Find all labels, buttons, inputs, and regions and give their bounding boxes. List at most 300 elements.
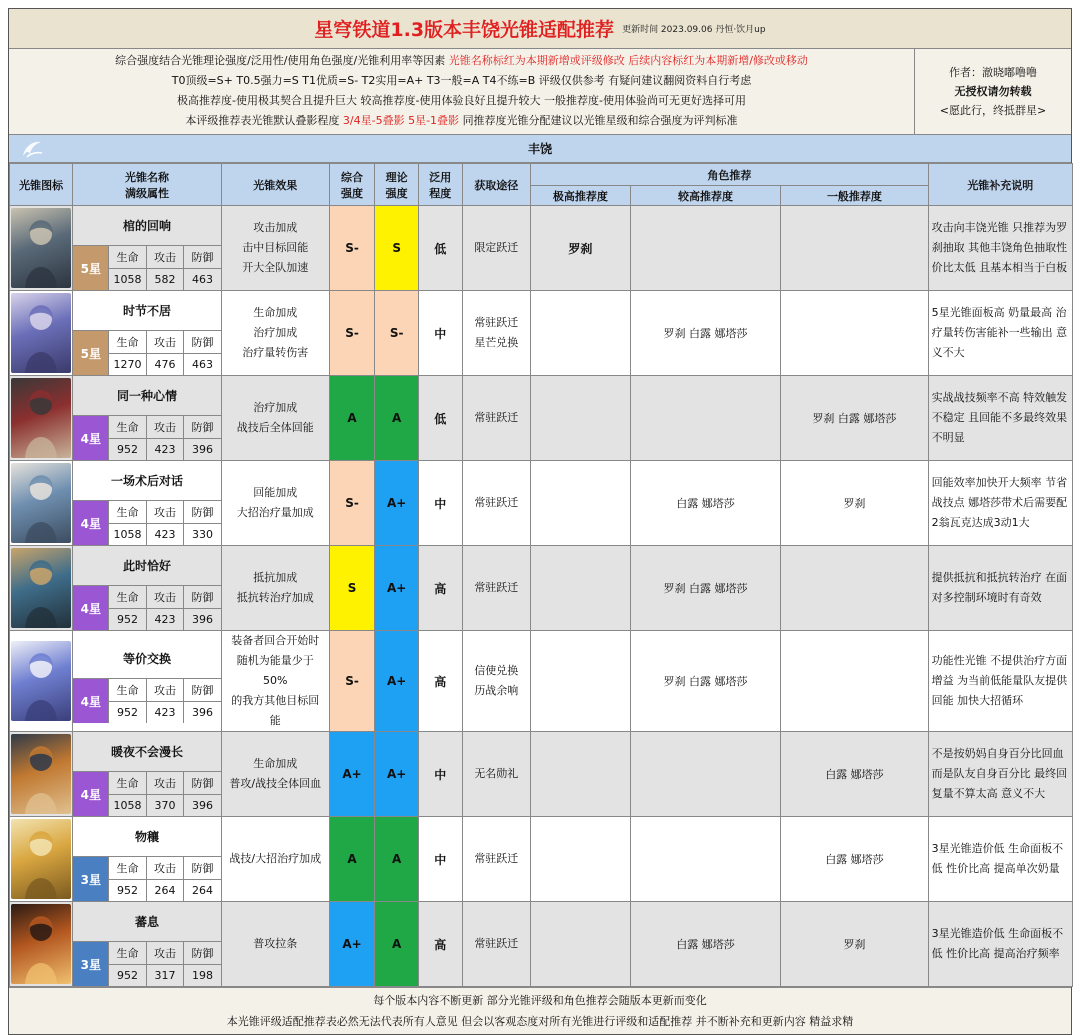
cone-effect [221,461,329,546]
rarity-badge: 3星 [73,942,109,986]
stat-hp [109,331,146,375]
cone-source [462,376,531,461]
stat-hp [109,772,146,816]
effect-line: 大招治疗量加成 [236,506,314,519]
rec-high [630,732,781,817]
cone-name-cell [73,206,221,291]
rec-high [630,817,781,902]
cone-stats [73,500,220,545]
path-header [9,135,1071,163]
tier-sheet [8,8,1072,1035]
cone-portrait-cell [10,546,73,631]
character-art-icon [11,293,71,373]
col-theory-1: 理论 [385,170,408,184]
rec-top [531,546,631,631]
character-art-icon [11,208,71,288]
stat-value: 952 [117,442,139,456]
overall-grade: S- [329,461,375,546]
effect-line: 抵抗加成 [253,571,298,584]
overall-grade: A+ [329,902,375,987]
stat-def [184,416,220,460]
cone-stats [73,771,220,816]
stat-label: 生命 [109,942,145,965]
legend-text [9,49,915,134]
cone-rows [10,206,1073,987]
footer [9,987,1071,1034]
rec-normal: 罗刹 [781,902,928,987]
cone-portrait-cell [10,817,73,902]
stat-label: 防御 [184,246,220,269]
stat-atk [147,679,184,723]
general-level: 高 [418,902,462,987]
stat-atk [147,586,184,630]
legend-line4a: 本评级推荐表光锥默认叠影程度 [185,114,340,127]
overall-grade: S- [329,631,375,732]
cone-effect [221,631,329,732]
rec-high: 罗刹 白露 娜塔莎 [630,291,781,376]
cone-stats [73,856,220,901]
cone-portrait [11,904,71,984]
stat-label: 生命 [109,331,145,354]
col-overall [329,164,375,206]
cone-source [462,732,531,817]
effect-line: 开大全队加速 [242,261,309,274]
cone-portrait [11,463,71,543]
cone-name-cell [73,376,221,461]
stat-value: 1270 [113,357,142,371]
rarity-badge: 4星 [73,501,109,545]
cone-portrait [11,819,71,899]
stat-hp [109,501,146,545]
cone-effect [221,291,329,376]
rec-top: 罗刹 [531,206,631,291]
stat-value: 1058 [113,272,142,286]
col-general [418,164,462,206]
stat-value: 396 [192,612,214,626]
rec-high: 白露 娜塔莎 [630,461,781,546]
cone-portrait [11,378,71,458]
stat-def [184,501,220,545]
overall-grade: S [329,546,375,631]
abundance-path-icon [19,138,45,160]
legend-line4b: 3/4星-5叠影 5星-1叠影 [342,114,460,127]
stat-atk [147,331,184,375]
page-title: 星穹铁道1.3版本丰饶光锥适配推荐 [314,19,615,41]
rec-top [531,461,631,546]
cone-portrait-cell [10,461,73,546]
cone-note: 5星光锥面板高 奶量最高 治疗量转伤害能补一些输出 意义不大 [928,291,1072,376]
stat-hp [109,942,146,986]
stat-value: 582 [154,272,176,286]
stat-def [184,857,220,901]
stat-value: 370 [154,798,176,812]
effect-line: 攻击加成 [253,221,298,234]
stat-atk [147,416,184,460]
stat-atk [147,501,184,545]
cone-effect [221,376,329,461]
stat-hp [109,857,146,901]
rec-top [531,902,631,987]
stat-value: 423 [154,527,176,541]
source-line: 限定跃迁 [474,241,519,254]
footer-line2: 本光锥评级适配推荐表必然无法代表所有人意见 但会以客观态度对所有光锥进行评级和适配推荐 并不断补充和更新内容 精益求精 [226,1015,854,1028]
stat-label: 攻击 [147,679,183,702]
no-repost-notice: 无授权请勿转载 [954,85,1032,98]
effect-line: 战技/大招治疗加成 [229,852,322,865]
stat-value: 396 [192,798,214,812]
cone-stats [73,941,220,986]
cone-portrait-cell [10,291,73,376]
legend-line2: T0顶级=S+ T0.5强力=S T1优质=S- T2实用=A+ T3一般=A T4不练=B 评级仅供参考 有疑问建议翻阅资料自行考虑 [171,74,752,87]
cone-row [10,631,1073,732]
cone-table [9,163,1073,987]
effect-line: 生命加成 [253,306,298,319]
cone-source [462,546,531,631]
source-line: 常驻跃迁 [474,496,519,509]
col-general-2: 程度 [429,186,452,200]
cone-source [462,902,531,987]
effect-line: 治疗加成 [253,326,298,339]
rec-normal: 罗刹 [781,461,928,546]
effect-line: 治疗量转伤害 [242,346,309,359]
effect-line: 抵抗转治疗加成 [236,591,314,604]
character-art-icon [11,734,71,814]
cone-name-cell [73,631,221,732]
cone-row [10,376,1073,461]
stat-label: 生命 [109,501,145,524]
cone-portrait [11,293,71,373]
stat-value: 463 [192,272,214,286]
rec-high: 白露 娜塔莎 [630,902,781,987]
source-line: 常驻跃迁 [474,411,519,424]
stat-def [184,331,220,375]
rarity-badge: 3星 [73,857,109,901]
stat-atk [147,942,184,986]
general-level: 低 [418,206,462,291]
stat-def [184,246,220,290]
cone-portrait-cell [10,631,73,732]
cone-row [10,291,1073,376]
rec-normal [781,546,928,631]
cone-name-cell [73,902,221,987]
cone-portrait-cell [10,206,73,291]
theory-grade: A+ [375,546,419,631]
stat-label: 攻击 [147,942,183,965]
cone-row [10,546,1073,631]
col-rec-normal: 一般推荐度 [781,186,928,206]
character-art-icon [11,904,71,984]
col-theory-2: 强度 [385,186,408,200]
cone-stats [73,678,220,723]
col-overall-1: 综合 [341,170,364,184]
cone-stats [73,330,220,375]
cone-row [10,732,1073,817]
stat-label: 防御 [184,501,220,524]
stat-label: 防御 [184,772,220,795]
character-art-icon [11,378,71,458]
stat-label: 攻击 [147,416,183,439]
effect-line: 战技后全体回能 [236,421,314,434]
stat-label: 防御 [184,331,220,354]
cone-effect [221,817,329,902]
rec-high: 罗刹 白露 娜塔莎 [630,546,781,631]
legend-line4c: 同推荐度光锥分配建议以光锥星级和综合强度为评判标准 [462,114,738,127]
stat-value: 423 [154,612,176,626]
effect-line: 随机为能量少于50% [236,654,314,687]
source-line: 信使兑换 [474,664,519,677]
source-line: 常驻跃迁 [474,316,519,329]
character-art-icon [11,819,71,899]
cone-row [10,461,1073,546]
character-art-icon [11,641,71,721]
stat-value: 396 [192,705,214,719]
theory-grade: A [375,376,419,461]
stat-hp [109,679,146,723]
update-time: 更新时间 2023.09.06 丹恒·饮月up [622,25,766,35]
stat-label: 生命 [109,772,145,795]
col-notes: 光锥补充说明 [928,164,1072,206]
stat-label: 防御 [184,857,220,880]
stat-value: 264 [192,883,214,897]
theory-grade: A [375,817,419,902]
stat-def [184,942,220,986]
stat-label: 生命 [109,679,145,702]
cone-name-cell [73,546,221,631]
rec-top [531,376,631,461]
rec-normal: 白露 娜塔莎 [781,817,928,902]
cone-effect [221,206,329,291]
stat-def [184,679,220,723]
stat-label: 防御 [184,586,220,609]
theory-grade: S [375,206,419,291]
rec-normal: 白露 娜塔莎 [781,732,928,817]
rec-top [531,631,631,732]
rarity-badge: 5星 [73,331,109,375]
cone-row [10,902,1073,987]
cone-name: 同一种心情 [117,389,178,403]
general-level: 中 [418,817,462,902]
legend-line1a: 综合强度结合光锥理论强度/泛用性/使用角色强度/光锥利用率等因素 [115,54,446,67]
source-line: 常驻跃迁 [474,581,519,594]
cone-portrait [11,548,71,628]
stat-value: 396 [192,442,214,456]
cone-name: 棺的回响 [123,219,172,233]
source-line: 常驻跃迁 [474,852,519,865]
rarity-badge: 4星 [73,772,109,816]
source-line: 无名勋礼 [474,767,519,780]
stat-value: 317 [154,968,176,982]
effect-line: 治疗加成 [253,401,298,414]
col-source: 获取途径 [462,164,531,206]
cone-name: 此时恰好 [123,559,172,573]
theory-grade: A+ [375,732,419,817]
cone-note: 3星光锥造价低 生命面板不低 性价比高 提高单次奶量 [928,817,1072,902]
cone-note: 回能效率加快开大频率 节省战技点 娜塔莎带术后需要配2翁瓦克达成3动1大 [928,461,1072,546]
cone-portrait-cell [10,376,73,461]
rec-high [630,376,781,461]
stat-label: 防御 [184,679,220,702]
footer-line1: 每个版本内容不断更新 部分光锥评级和角色推荐会随版本更新而变化 [373,994,707,1007]
col-rec-high: 较高推荐度 [630,186,781,206]
cone-effect [221,546,329,631]
stat-value: 463 [192,357,214,371]
cone-effect [221,732,329,817]
stat-hp [109,416,146,460]
stat-value: 423 [154,705,176,719]
motto: <愿此行，终抵群星> [939,104,1047,117]
cone-note: 实战战技频率不高 特效触发不稳定 且回能不多最终效果不明显 [928,376,1072,461]
cone-source [462,291,531,376]
source-line: 历战余响 [474,684,519,697]
cone-name-cell [73,732,221,817]
theory-grade: A+ [375,631,419,732]
stat-value: 423 [154,442,176,456]
stat-label: 生命 [109,416,145,439]
theory-grade: S- [375,291,419,376]
cone-note: 不是按奶妈自身百分比回血 而是队友自身百分比 最终回复量不算太高 意义不大 [928,732,1072,817]
legend-line1b: 光锥名称标红为本期新增或评级修改 后续内容标红为本期新增/修改或移动 [448,54,808,67]
effect-line: 普攻拉条 [253,937,298,950]
source-line: 星芒兑换 [474,336,519,349]
general-level: 高 [418,631,462,732]
stat-def [184,772,220,816]
rec-normal [781,291,928,376]
general-level: 中 [418,461,462,546]
rec-top [531,291,631,376]
rec-top [531,732,631,817]
stat-value: 1058 [113,798,142,812]
stat-value: 1058 [113,527,142,541]
author-panel [915,49,1071,134]
overall-grade: S- [329,206,375,291]
theory-grade: A+ [375,461,419,546]
overall-grade: A [329,817,375,902]
effect-line: 装备者回合开始时 [231,634,320,647]
stat-value: 952 [117,883,139,897]
rec-high: 罗刹 白露 娜塔莎 [630,631,781,732]
rec-high [630,206,781,291]
rec-normal [781,631,928,732]
cone-source [462,461,531,546]
rec-normal: 罗刹 白露 娜塔莎 [781,376,928,461]
cone-name-cell [73,817,221,902]
col-general-1: 泛用 [429,170,452,184]
cone-row [10,206,1073,291]
title-bar [9,9,1071,49]
cone-name: 物穰 [135,830,160,844]
cone-name: 蕃息 [135,915,160,929]
col-effect: 光锥效果 [221,164,329,206]
stat-atk [147,246,184,290]
effect-line: 生命加成 [253,757,298,770]
col-overall-2: 强度 [341,186,364,200]
stat-label: 攻击 [147,246,183,269]
stat-label: 生命 [109,586,145,609]
general-level: 高 [418,546,462,631]
source-line: 常驻跃迁 [474,937,519,950]
cone-portrait [11,208,71,288]
col-role-rec: 角色推荐 [531,164,929,186]
cone-portrait [11,734,71,814]
stat-value: 198 [192,968,214,982]
overall-grade: A+ [329,732,375,817]
col-name [73,164,221,206]
cone-stats [73,585,220,630]
cone-name: 时节不居 [123,304,172,318]
stat-value: 952 [117,612,139,626]
cone-name: 一场术后对话 [111,474,184,488]
cone-row [10,817,1073,902]
stat-hp [109,586,146,630]
rec-normal [781,206,928,291]
general-level: 中 [418,291,462,376]
stat-value: 952 [117,705,139,719]
cone-stats [73,245,220,290]
cone-effect [221,902,329,987]
path-label: 丰饶 [527,142,552,156]
stat-label: 攻击 [147,772,183,795]
cone-note: 功能性光锥 不提供治疗方面增益 为当前低能量队友提供回能 加快大招循环 [928,631,1072,732]
stat-label: 攻击 [147,857,183,880]
stat-label: 攻击 [147,586,183,609]
cone-name-cell [73,461,221,546]
effect-line: 普攻/战技全体回血 [229,777,322,790]
general-level: 中 [418,732,462,817]
stat-label: 攻击 [147,331,183,354]
cone-source [462,206,531,291]
character-art-icon [11,548,71,628]
stat-value: 952 [117,968,139,982]
col-name-1: 光锥名称 [125,170,170,184]
stat-label: 防御 [184,942,220,965]
overall-grade: A [329,376,375,461]
theory-grade: A [375,902,419,987]
rarity-badge: 4星 [73,586,109,630]
cone-portrait [11,641,71,721]
cone-source [462,631,531,732]
rarity-badge: 4星 [73,416,109,460]
overall-grade: S- [329,291,375,376]
cone-name-cell [73,291,221,376]
col-rec-top: 极高推荐度 [531,186,631,206]
legend-line3: 极高推荐度-使用极其契合且提升巨大 较高推荐度-使用体验良好且提升较大 一般推荐度-使用体验尚可无更好选择可用 [177,94,746,107]
cone-portrait-cell [10,732,73,817]
author: 作者：澈晓嘟噜噜 [949,66,1037,79]
stat-label: 生命 [109,246,145,269]
stat-label: 防御 [184,416,220,439]
effect-line: 回能加成 [253,486,298,499]
stat-label: 攻击 [147,501,183,524]
stat-atk [147,772,184,816]
character-art-icon [11,463,71,543]
cone-note: 提供抵抗和抵抗转治疗 在面对多控制环境时有奇效 [928,546,1072,631]
stat-def [184,586,220,630]
rec-top [531,817,631,902]
cone-name: 暖夜不会漫长 [111,745,184,759]
rarity-badge: 5星 [73,246,109,290]
cone-portrait-cell [10,902,73,987]
general-level: 低 [418,376,462,461]
cone-source [462,817,531,902]
cone-note: 3星光锥造价低 生命面板不低 性价比高 提高治疗频率 [928,902,1072,987]
cone-note: 攻击向丰饶光锥 只推荐为罗刹抽取 其他丰饶角色抽取性价比太低 且基本相当于白板 [928,206,1072,291]
stat-atk [147,857,184,901]
info-panel [9,49,1071,135]
cone-stats [73,415,220,460]
stat-value: 330 [192,527,214,541]
stat-label: 生命 [109,857,145,880]
effect-line: 击中目标回能 [242,241,309,254]
